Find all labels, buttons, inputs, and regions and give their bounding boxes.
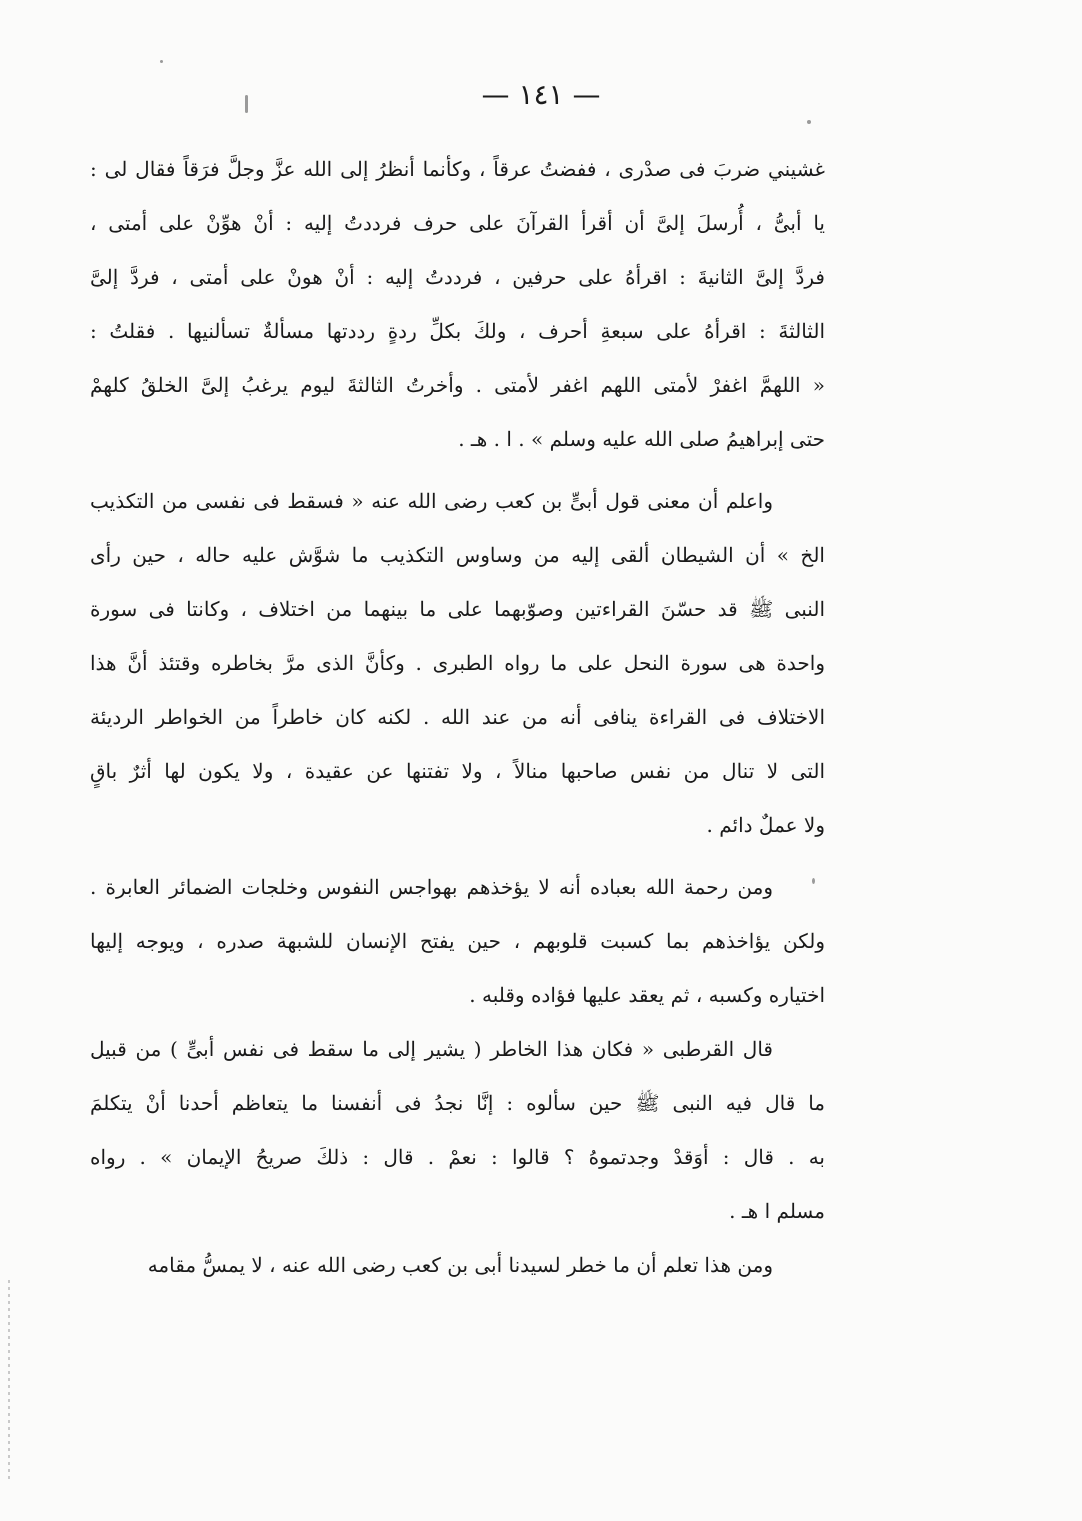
- text-line: « اللهمَّ اغفرْ لأمتى اللهم اغفر لأمتى . وأخرتُ الثالثةَ ليوم يرغبُ إلىَّ الخلقُ كلهمْ: [90, 373, 825, 397]
- text-line: ولا عملٌ دائم .: [706, 813, 825, 837]
- text-line: الاختلاف فى القراءة ينافى أنه من عند الله . لكنه كان خاطراً من الخواطر الرديئة: [90, 705, 825, 729]
- text-line: التى لا تنال من نفس صاحبها منالاً ، ولا تفتنها عن عقيدة ، ولا يكون لها أثرٌ باقٍ: [90, 759, 825, 783]
- scan-speck: [812, 878, 815, 884]
- paragraph: [90, 474, 825, 852]
- text-line: حتى إبراهيمُ صلى الله عليه وسلم » . ا . هـ .: [458, 427, 825, 451]
- text-line: اختياره وكسبه ، ثم يعقد عليها فؤاده وقلبه .: [469, 983, 825, 1007]
- paragraph: [90, 1022, 825, 1238]
- scan-speck: [807, 120, 811, 124]
- text-line: به . قال : أوَقدْ وجدتموهُ ؟ قالوا : نعمْ . قال : ذلكَ صريحُ الإيمان » . رواه: [90, 1145, 825, 1169]
- text-line: يا أبىُّ ، أُرسلَ إلىَّ أن أقرأ القرآنَ على حرف فرددتُ إليه : أنْ هوِّنْ على أمتى ،: [90, 211, 825, 235]
- text-line: واعلم أن معنى قول أبىٍّ بن كعب رضى الله عنه « فسقط فى نفسى من التكذيب: [90, 489, 773, 513]
- paragraph: [90, 142, 825, 466]
- page-number: — ١٤١ —: [481, 78, 601, 111]
- paragraph: [90, 860, 825, 1022]
- text-line: غشيني ضربَ فى صدْرى ، ففضتُ عرقاً ، وكأنما أنظرُ إلى الله عزَّ وجلَّ فرَقاً فقال لى :: [90, 157, 825, 181]
- text-line: قال القرطبى « فكان هذا الخاطر ( يشير إلى ما سقط فى نفس أبىٍّ ) من قبيل: [90, 1037, 773, 1061]
- scan-speck: [245, 95, 248, 113]
- text-line: واحدة هى سورة النحل على ما رواه الطبرى . وكأنَّ الذى مرَّ بخاطره وقتئذ أنَّ هذا: [90, 651, 825, 675]
- body-text: [90, 142, 825, 1292]
- text-line: ومن رحمة الله بعباده أنه لا يؤخذهم بهواجس النفوس وخلجات الضمائر العابرة .: [90, 875, 773, 899]
- scan-speck: [160, 60, 163, 63]
- scan-edge-artifact: [8, 1280, 10, 1480]
- text-line: ولكن يؤاخذهم بما كسبت قلوبهم ، حين يفتح الإنسان للشبهة صدره ، ويوجه إليها: [90, 929, 825, 953]
- text-line: الخ » أن الشيطان ألقى إليه من وساوس التكذيب ما شوَّش عليه حاله ، حين رأى: [90, 543, 825, 567]
- text-line: ومن هذا تعلم أن ما خطر لسيدنا أبى بن كعب رضى الله عنه ، لا يمسُّ مقامه: [147, 1253, 773, 1277]
- text-line: ما قال فيه النبى ﷺ حين سألوه : إنَّا نجدُ فى أنفسنا ما يتعاظم أحدنا أنْ يتكلمَ: [90, 1091, 825, 1115]
- paragraph: [90, 1238, 825, 1292]
- text-line: مسلم ا هـ .: [729, 1199, 825, 1223]
- text-line: فردَّ إلىَّ الثانيةَ : اقرأهُ على حرفين ، فرددتُ إليه : أنْ هونْ على أمتى ، فردَّ إلىَّ: [90, 265, 825, 289]
- text-line: النبى ﷺ قد حسّنَ القراءتين وصوّبهما على ما بينهما من اختلاف ، وكانتا فى سورة: [90, 597, 825, 621]
- text-line: الثالثةَ : اقرأهُ على سبعةِ أحرف ، ولكَ بكلِّ ردةٍ رددتها مسألةٌ تسألنيها . فقلتُ :: [90, 319, 825, 343]
